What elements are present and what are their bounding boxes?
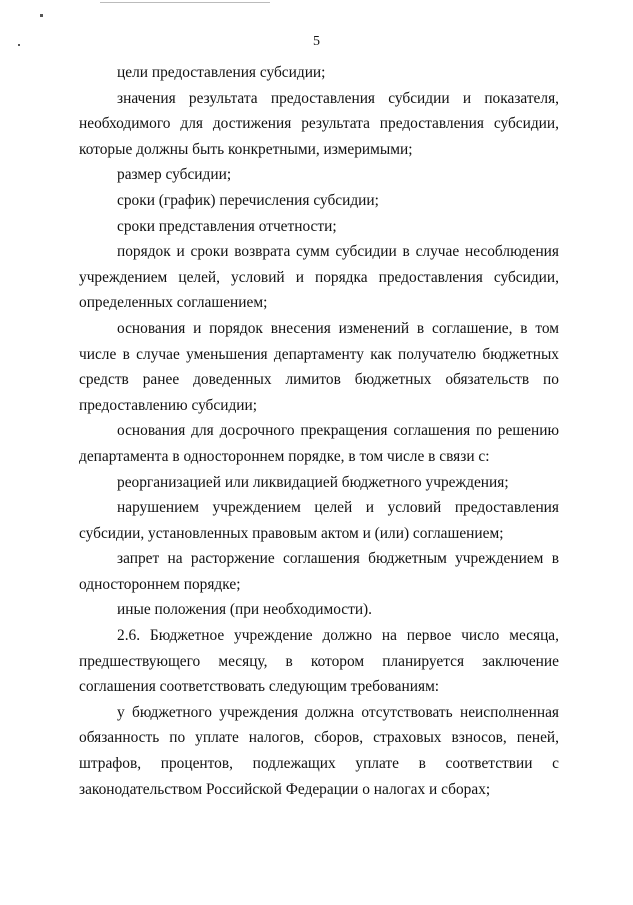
scan-artifact: [40, 14, 43, 17]
document-body: [79, 60, 559, 802]
paragraph: основания для досрочного прекращения соглашения по решению департамента в одностороннем порядке, в том числе в связи с:: [79, 422, 559, 465]
paragraph: размер субсидии;: [117, 166, 232, 184]
page-number: 5: [313, 34, 320, 49]
paragraph: реорганизацией или ликвидацией бюджетного учреждения;: [117, 473, 509, 491]
paragraph: нарушением учреждением целей и условий предоставления субсидии, установленных правовым актом и (или) соглашением;: [79, 499, 559, 542]
scan-artifact: [100, 2, 270, 3]
paragraph: 2.6. Бюджетное учреждение должно на первое число месяца, предшествующего месяцу, в котором планируется заключение соглашения соответствовать следующим требованиям:: [79, 627, 559, 696]
paragraph: сроки (график) перечисления субсидии;: [117, 191, 379, 209]
paragraph: запрет на расторжение соглашения бюджетным учреждением в одностороннем порядке;: [79, 550, 559, 593]
paragraph: сроки представления отчетности;: [117, 217, 337, 235]
paragraph: значения результата предоставления субсидии и показателя, необходимого для достижения результата предоставления субсидии, которые должны быть конкретными, измеримыми;: [79, 89, 559, 158]
paragraph: цели предоставления субсидии;: [117, 64, 326, 81]
paragraph: иные положения (при необходимости).: [117, 601, 373, 619]
paragraph: порядок и сроки возврата сумм субсидии в случае несоблюдения учреждением целей, условий и порядка предоставления субсидии, определенных соглашением;: [79, 243, 559, 312]
paragraph: основания и порядок внесения изменений в соглашение, в том числе в случае уменьшения департаменту как получателю бюджетных средств ранее доведенных лимитов бюджетных обязательств по предоставлению субсидии;: [79, 319, 559, 414]
paragraph: у бюджетного учреждения должна отсутствовать неисполненная обязанность по уплате налогов, сборов, страховых взносов, пеней, штрафов, процентов, подлежащих уплате в соответствии с законодательством Российской Федерации о налогах и сборах;: [79, 703, 559, 798]
